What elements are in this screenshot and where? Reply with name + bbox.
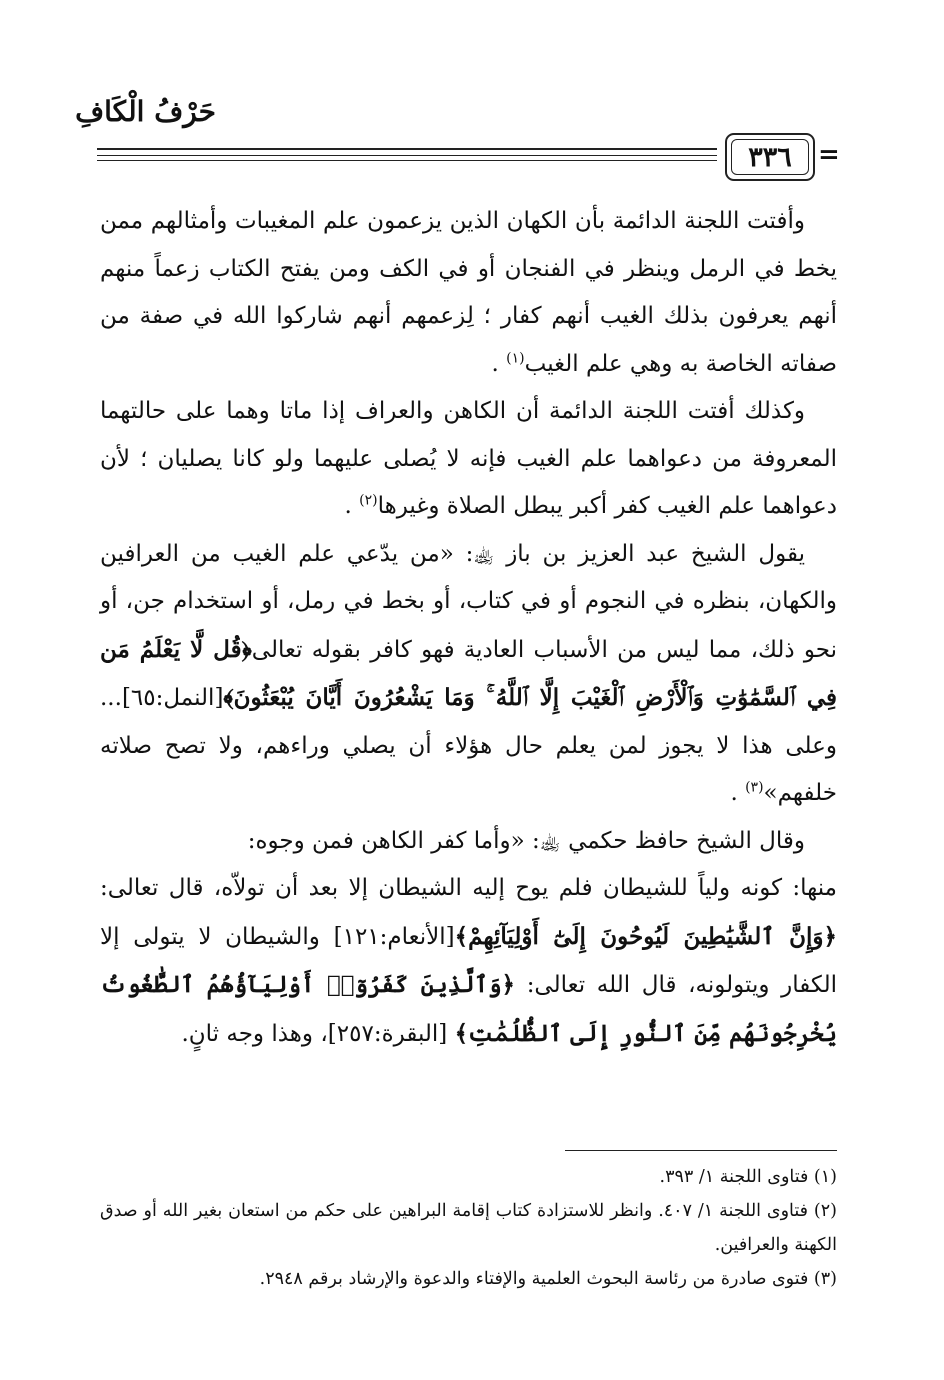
footnote-3: (٣) فتوى صادرة من رئاسة البحوث العلمية والإفتاء والدعوة والإرشاد برقم ٢٩٤٨. [259,1269,837,1289]
paragraph-4: وقال الشيخ حافظ حكمي ﵀: «وأما كفر الكاهن فمن وجوه: [247,827,805,854]
paragraph-1: وأفتت اللجنة الدائمة بأن الكهان الذين يزعمون علم المغيبات وأمثالهم ممن يخط في الرمل وينظر في الفنجان أو في الكف ومن يفتح الكتاب زعماً منهم أنهم يعرفون بذلك الغيب أنهم كفار ؛ لِزعمهم أنهم شاركوا الله في صفة من صفاته الخاصة به وهي علم الغيب$^{(١)}$ . [100,208,837,377]
footnote-2: (٢) فتاوى اللجنة ١/ ٤٠٧. وانظر للاستزادة كتاب إقامة البراهين على حكم من استعان بغير الله أو صدق الكهنة والعرافين. [100,1201,837,1255]
paragraph-5: منها: كونه ولياً للشيطان فلم يوح إليه الشيطان إلا بعد أن تولاّه، قال تعالى: ﴿وَإِنَّ ٱلشَّيَٰطِينَ لَيُوحُونَ إِلَىٰٓ أَوْلِيَآئِهِمْ﴾[الأنعام:١٢١] والشيطان لا يتولى إلا الكفار ويتولونه، قال الله تعالى: ﴿وَٱلَّذِينَ كَفَرُوٓا۟ أَوْلِيَآؤُهُمُ ٱلطَّٰغُوتُ يُخْرِجُونَهُم مِّنَ ٱلنُّورِ إِلَى ٱلظُّلُمَٰتِ﴾ [البقرة:٢٥٧]، وهذا وجه ثانٍ. [100,875,838,1047]
quran-verse: ﴿وَٱلَّذِينَ كَفَرُوٓا۟ أَوْلِيَآؤُهُمُ ٱلطَّٰغُوتُ يُخْرِجُونَهُم مِّنَ ٱلنُّورِ إِلَى ٱلظُّلُمَٰتِ﴾ [100,971,837,1047]
footnote-ref: (٢) [359,492,378,509]
header-rule [97,160,717,161]
verse-reference: [البقرة:٢٥٧] [327,1020,448,1047]
paragraph-2: وكذلك أفتت اللجنة الدائمة أن الكاهن والعراف إذا ماتا وهما على حالتهما المعروفة من دعواهما علم الغيب فإنه لا يُصلى عليهما ولو كانا يصليان ؛ لأن دعواهما علم الغيب كفر أكبر يبطل الصلاة وغيرها$^{(٢)}$ . [100,398,837,519]
paragraph-3: يقول الشيخ عبد العزيز بن باز ﵀: «من يدّعي علم الغيب من العرافين والكهان، بنظره في النجوم أو في كتاب، أو بخط في رمل، أو استخدام جن، أو نحو ذلك، مما ليس من الأسباب العادية فهو كافر بقوله تعالى﴿قُل لَّا يَعْلَمُ مَن فِي ٱلسَّمَٰوَٰتِ وَٱلْأَرْضِ ٱلْغَيْبَ إِلَّا ٱللَّهُ ۚ وَمَا يَشْعُرُونَ أَيَّانَ يُبْعَثُونَ﴾[النمل:٦٥]... وعلى هذا لا يجوز لمن يعلم حال هؤلاء أن يصلي وراءهم، ولا تصح صلاته خلفهم»$^{(٣)}$ . [100,540,837,806]
footnotes [100,1160,837,1296]
footnote-1: (١) فتاوى اللجنة ١/ ٣٩٣. [659,1167,837,1187]
header-rule [97,148,717,150]
main-text [100,198,837,1058]
chapter-title: حَرْفُ الْكَافِ [75,95,216,128]
header-rule [97,155,717,156]
quran-verse: ﴿وَإِنَّ ٱلشَّيَٰطِينَ لَيُوحُونَ إِلَىٰٓ أَوْلِيَآئِهِمْ﴾ [454,922,838,950]
footnote-ref: (١) [506,349,525,366]
header-ornament: = [818,140,840,170]
footnote-ref: (٣) [745,779,764,796]
verse-reference: [الأنعام:١٢١] [333,923,455,950]
page-number-frame [725,133,815,181]
verse-reference: [النمل:٦٥] [121,685,224,711]
footnote-divider [565,1150,837,1151]
page-number: ٣٣٦ [748,141,792,173]
quran-verse: ﴿قُل لَّا يَعْلَمُ مَن فِي ٱلسَّمَٰوَٰتِ وَٱلْأَرْضِ ٱلْغَيْبَ إِلَّا ٱللَّهُ ۚ وَمَا يَشْعُرُونَ أَيَّانَ يُبْعَثُونَ﴾ [100,635,837,711]
